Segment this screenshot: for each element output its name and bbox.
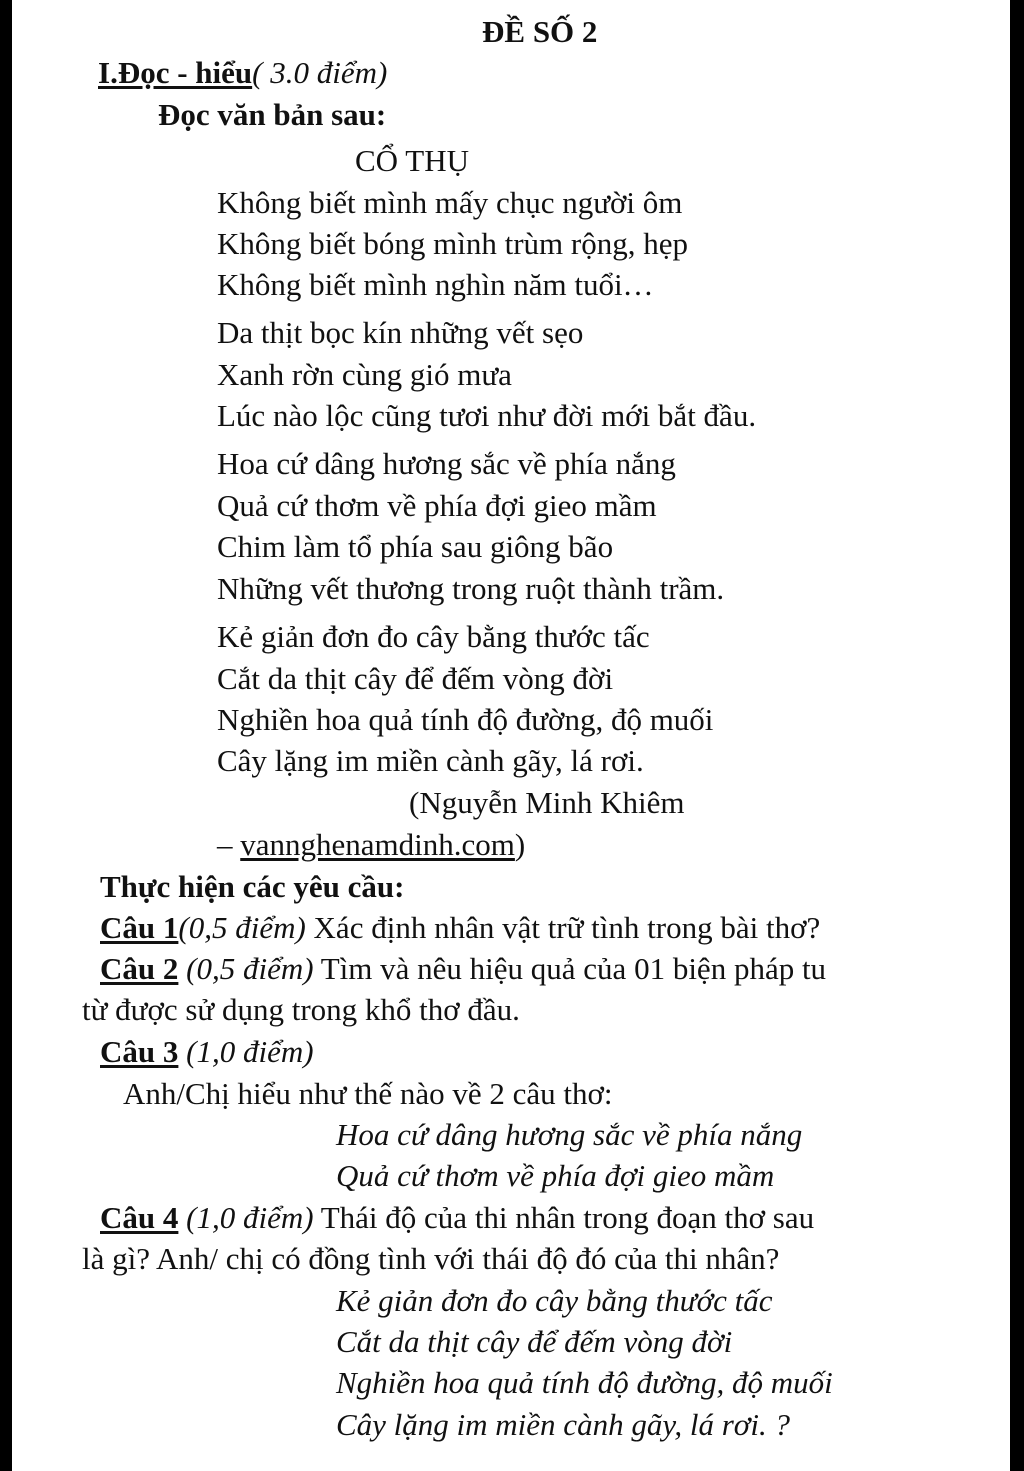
- poem-source: [217, 825, 525, 865]
- right-dark-border: [1010, 0, 1024, 1471]
- question-4-quote-line: Nghiền hoa quả tính độ đường, độ muối: [336, 1365, 833, 1400]
- question-4-text-cont: là gì? Anh/ chị có đồng tình với thái độ đó của thi nhân?: [82, 1241, 780, 1276]
- source-dash: –: [217, 827, 241, 862]
- poem-line: Kẻ giản đơn đo cây bằng thước tấc: [217, 619, 650, 654]
- poem-line: Cây lặng im miền cành gãy, lá rơi.: [217, 743, 644, 778]
- question-4: [100, 1198, 814, 1238]
- poem-line: Chim làm tổ phía sau giông bão: [217, 529, 614, 564]
- question-3-prompt: Anh/Chị hiểu như thế nào về 2 câu thơ:: [123, 1076, 613, 1111]
- question-4-text: Thái độ của thi nhân trong đoạn thơ sau: [313, 1200, 815, 1235]
- question-2: [100, 949, 826, 989]
- question-2-label: Câu 2: [100, 951, 179, 986]
- source-close: ): [514, 827, 526, 862]
- section-label: I.Đọc - hiểu: [98, 55, 253, 90]
- question-2-text-cont: từ được sử dụng trong khổ thơ đầu.: [82, 992, 520, 1027]
- question-1-points: (0,5 điểm): [178, 910, 306, 945]
- source-link[interactable]: vannghenamdinh.com: [240, 827, 515, 862]
- question-3-quote-line: Hoa cứ dâng hương sắc về phía nắng: [336, 1117, 803, 1152]
- instruction: Đọc văn bản sau:: [158, 97, 387, 132]
- question-2-points: (0,5 điểm): [178, 951, 314, 986]
- left-dark-border: [0, 0, 12, 1471]
- poem-line: Quả cứ thơm về phía đợi gieo mầm: [217, 488, 657, 523]
- poem-line: Da thịt bọc kín những vết sẹo: [217, 315, 584, 350]
- poem-line: Không biết mình nghìn năm tuổi…: [217, 267, 654, 302]
- question-1: [100, 908, 820, 948]
- question-3-label: Câu 3: [100, 1034, 179, 1069]
- question-3-quote-line: Quả cứ thơm về phía đợi gieo mầm: [336, 1158, 775, 1193]
- poem-line: Nghiền hoa quả tính độ đường, độ muối: [217, 702, 714, 737]
- section-points: ( 3.0 điểm): [252, 55, 388, 90]
- question-4-quote-line: Cắt da thịt cây để đếm vòng đời: [336, 1324, 733, 1359]
- question-2-text: Tìm và nêu hiệu quả của 01 biện pháp tu: [313, 951, 827, 986]
- question-3: [100, 1032, 314, 1072]
- poem-source-author: (Nguyễn Minh Khiêm: [409, 785, 685, 820]
- poem-line: Không biết bóng mình trùm rộng, hẹp: [217, 226, 688, 261]
- tasks-heading: Thực hiện các yêu cầu:: [100, 869, 405, 904]
- question-3-points: (1,0 điểm): [178, 1034, 314, 1069]
- poem-line: Những vết thương trong ruột thành trầm.: [217, 571, 725, 606]
- poem-title: CỔ THỤ: [355, 143, 469, 178]
- poem-line: Xanh rờn cùng gió mưa: [217, 357, 512, 392]
- question-1-label: Câu 1: [100, 910, 179, 945]
- question-1-text: Xác định nhân vật trữ tình trong bài thơ?: [305, 910, 821, 945]
- page-title: ĐỀ SỐ 2: [482, 14, 598, 49]
- poem-line: Hoa cứ dâng hương sắc về phía nắng: [217, 446, 676, 481]
- document-page: [12, 0, 1010, 1471]
- poem-line: Cắt da thịt cây để đếm vòng đời: [217, 661, 614, 696]
- question-4-points: (1,0 điểm): [178, 1200, 314, 1235]
- section-heading: [98, 53, 387, 93]
- question-4-quote-line: Kẻ giản đơn đo cây bằng thước tấc: [336, 1283, 773, 1318]
- poem-line: Lúc nào lộc cũng tươi như đời mới bắt đầu.: [217, 398, 757, 433]
- question-4-label: Câu 4: [100, 1200, 179, 1235]
- question-4-quote-line: Cây lặng im miền cành gãy, lá rơi. ?: [336, 1407, 790, 1442]
- poem-line: Không biết mình mấy chục người ôm: [217, 185, 683, 220]
